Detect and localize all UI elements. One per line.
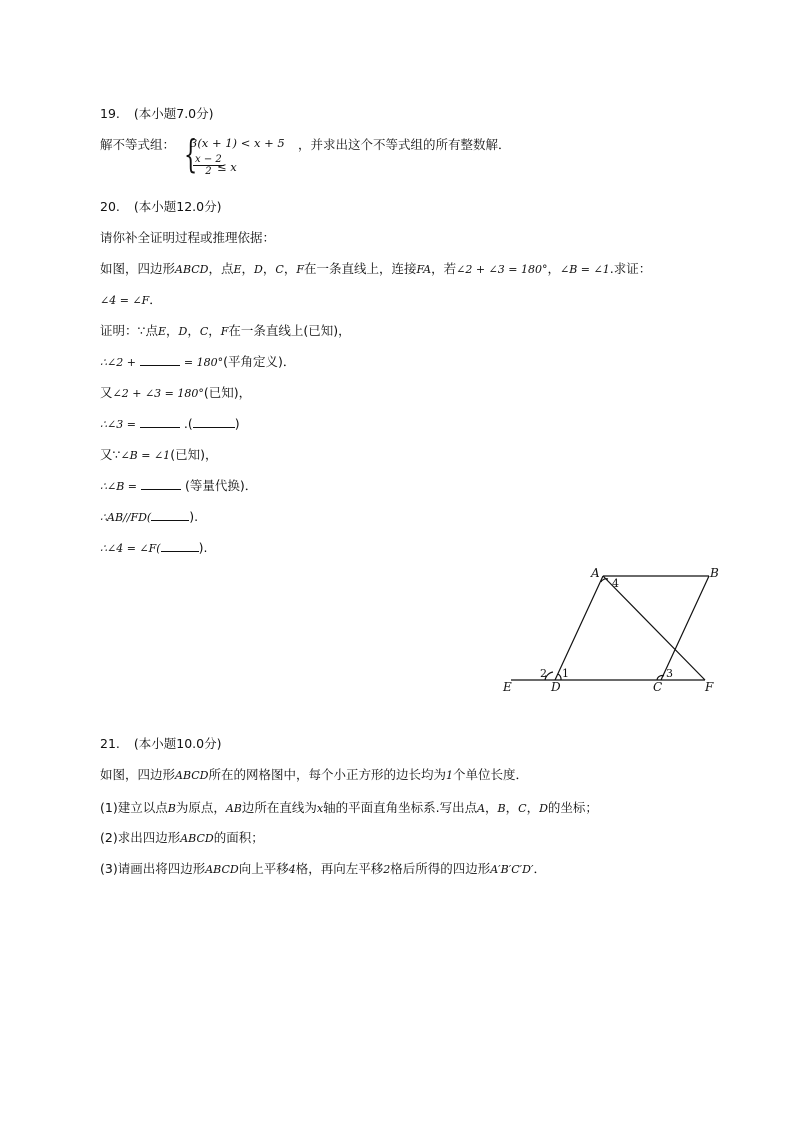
q21-number: 21. [100, 736, 120, 751]
text: (2)求出四边形 [100, 830, 181, 845]
math: ∠4 = ∠F [100, 294, 150, 307]
angle-label-1: 1 [562, 667, 569, 680]
math: ∠2 + ∠3 = 180° [112, 387, 204, 400]
text: ，点 [208, 261, 234, 276]
q20-line-5 [100, 354, 295, 371]
text: ). [198, 540, 208, 555]
text: ). [189, 509, 199, 524]
text: ， [165, 323, 179, 338]
math: AB [225, 802, 242, 815]
label-d: D [551, 680, 561, 694]
math: C [275, 263, 284, 276]
math: ABCD [205, 863, 239, 876]
text: (已知)， [170, 447, 218, 462]
text: ， [505, 800, 519, 815]
math: FA [416, 263, 432, 276]
math: B [497, 802, 506, 815]
q20-line-10 [100, 509, 198, 526]
text: (已知)， [203, 385, 252, 400]
text: 证明：∵点 [100, 323, 158, 338]
math: 4 [288, 863, 296, 876]
text: ， [547, 261, 560, 276]
q20-line-7 [100, 416, 240, 433]
q21-header [100, 736, 221, 752]
q19-number: 19. [100, 106, 120, 121]
q20-line-2 [100, 261, 651, 278]
math: C [199, 325, 209, 338]
math: ∴AB//FD( [100, 511, 152, 524]
text: 又 [100, 385, 113, 400]
math: A′B′C′D′ [490, 863, 534, 876]
q21-line-1 [100, 767, 528, 784]
text: 在一条直线上(已知)， [228, 323, 351, 338]
q19-prompt-suffix [298, 137, 511, 153]
reason-blank[interactable] [193, 417, 235, 428]
math: D [178, 325, 188, 338]
text: 个单位长度． [453, 767, 529, 782]
segment-af [603, 576, 705, 680]
label-a: A [591, 566, 600, 580]
inequality-1: 3(x + 1) < x + 5 [190, 136, 285, 150]
answer-blank[interactable] [140, 417, 180, 428]
inequality-2-tail: ≤ x [217, 160, 237, 174]
text: 格，再向左平移 [295, 861, 384, 876]
math: D [254, 263, 263, 276]
math: C [518, 802, 527, 815]
text: 如图，四边形 [100, 261, 176, 276]
math: ∴∠4 = ∠F( [100, 542, 161, 555]
label-e: E [503, 680, 512, 694]
text: 的面积； [213, 830, 264, 845]
angle-label-2: 2 [540, 667, 547, 680]
q20-line-3 [100, 292, 162, 309]
math: 2 [383, 863, 391, 876]
math: F [296, 263, 304, 276]
text: ， [485, 800, 498, 815]
math: B [167, 802, 176, 815]
q20-line-4 [100, 323, 351, 340]
math: ∠B = ∠1 [120, 449, 171, 462]
text: ， [262, 261, 276, 276]
math: 1 [446, 769, 453, 782]
q21-part-1 [100, 800, 598, 817]
fraction-denominator: 2 [205, 166, 212, 177]
text: .求证： [609, 261, 652, 276]
text: 轴的平面直角坐标系.写出点 [323, 800, 478, 815]
q20-instruction: 请你补全证明过程或推理依据： [100, 230, 276, 245]
q21-part-3 [100, 861, 546, 878]
q20-line-1 [100, 230, 275, 246]
q19-suffix-text: ，并求出这个不等式组的所有整数解． [298, 137, 511, 152]
text: ， [526, 800, 540, 815]
angle-label-3: 3 [666, 667, 673, 680]
answer-blank[interactable] [141, 479, 181, 490]
math: ABCD [175, 769, 209, 782]
text: ) [234, 416, 240, 431]
text: (等量代换)． [184, 478, 258, 493]
q20-number: 20. [100, 199, 120, 214]
label-f: F [705, 680, 714, 694]
text: (3)请画出将四边形 [100, 861, 206, 876]
text: 的坐标； [547, 800, 598, 815]
q21-part-2 [100, 830, 264, 847]
text: ， [208, 323, 221, 338]
math: ∠B = ∠1 [560, 263, 610, 276]
text: ． [149, 292, 162, 307]
text: 如图，四边形 [100, 767, 176, 782]
text: ， [187, 323, 200, 338]
text: 为原点， [175, 800, 226, 815]
text: (1)建立以点 [100, 800, 168, 815]
reason-blank[interactable] [151, 510, 189, 521]
label-b: B [710, 566, 719, 580]
math: ∴∠2 + [100, 356, 136, 369]
math: A [477, 802, 486, 815]
math: x [316, 802, 324, 815]
q21-score: (本小题10.0分) [133, 736, 222, 751]
segment-bc [661, 576, 709, 680]
text: .( [183, 416, 193, 431]
math: ∠2 + ∠3 = 180° [456, 263, 548, 276]
math: ABCD [180, 832, 214, 845]
inequality-system [184, 134, 304, 178]
text: 向上平移 [238, 861, 289, 876]
q19-header [100, 106, 214, 122]
text: 又∵ [100, 447, 121, 462]
q20-line-6 [100, 385, 251, 402]
brace-glyph: { [184, 132, 198, 176]
q20-line-8 [100, 447, 217, 464]
math: ∴∠3 = [100, 418, 136, 431]
text: 所在的网格图中，每个小正方形的边长均为 [208, 767, 446, 782]
text: ，若 [431, 261, 457, 276]
q19-score: (本小题7.0分) [133, 106, 214, 121]
math: D [539, 802, 548, 815]
segment-ad [555, 576, 603, 680]
label-c: C [653, 680, 663, 694]
text: 在一条直线上，连接 [303, 261, 417, 276]
q20-line-11 [100, 540, 207, 557]
q19-prompt-prefix [100, 137, 175, 153]
text: ， [283, 261, 297, 276]
math: E [157, 325, 166, 338]
q20-header [100, 199, 221, 215]
parallelogram-figure [495, 560, 735, 700]
text: 格后所得的四边形 [390, 861, 491, 876]
answer-blank[interactable] [140, 355, 180, 366]
reason-blank[interactable] [161, 541, 199, 552]
math: ABCD [175, 263, 209, 276]
math: F [220, 325, 229, 338]
q19-prefix-text: 解不等式组： [100, 137, 176, 152]
text: 边所在直线为 [241, 800, 317, 815]
math: ∴∠B = [100, 480, 138, 493]
q20-score: (本小题12.0分) [133, 199, 222, 214]
text: ， [241, 261, 255, 276]
text: (平角定义)． [223, 354, 296, 369]
fraction-numerator: x − 2 [195, 154, 222, 165]
math: = 180° [183, 356, 224, 369]
angle-label-4: 4 [612, 577, 619, 590]
text: ． [533, 861, 547, 876]
math: E [233, 263, 242, 276]
q20-line-9 [100, 478, 257, 495]
